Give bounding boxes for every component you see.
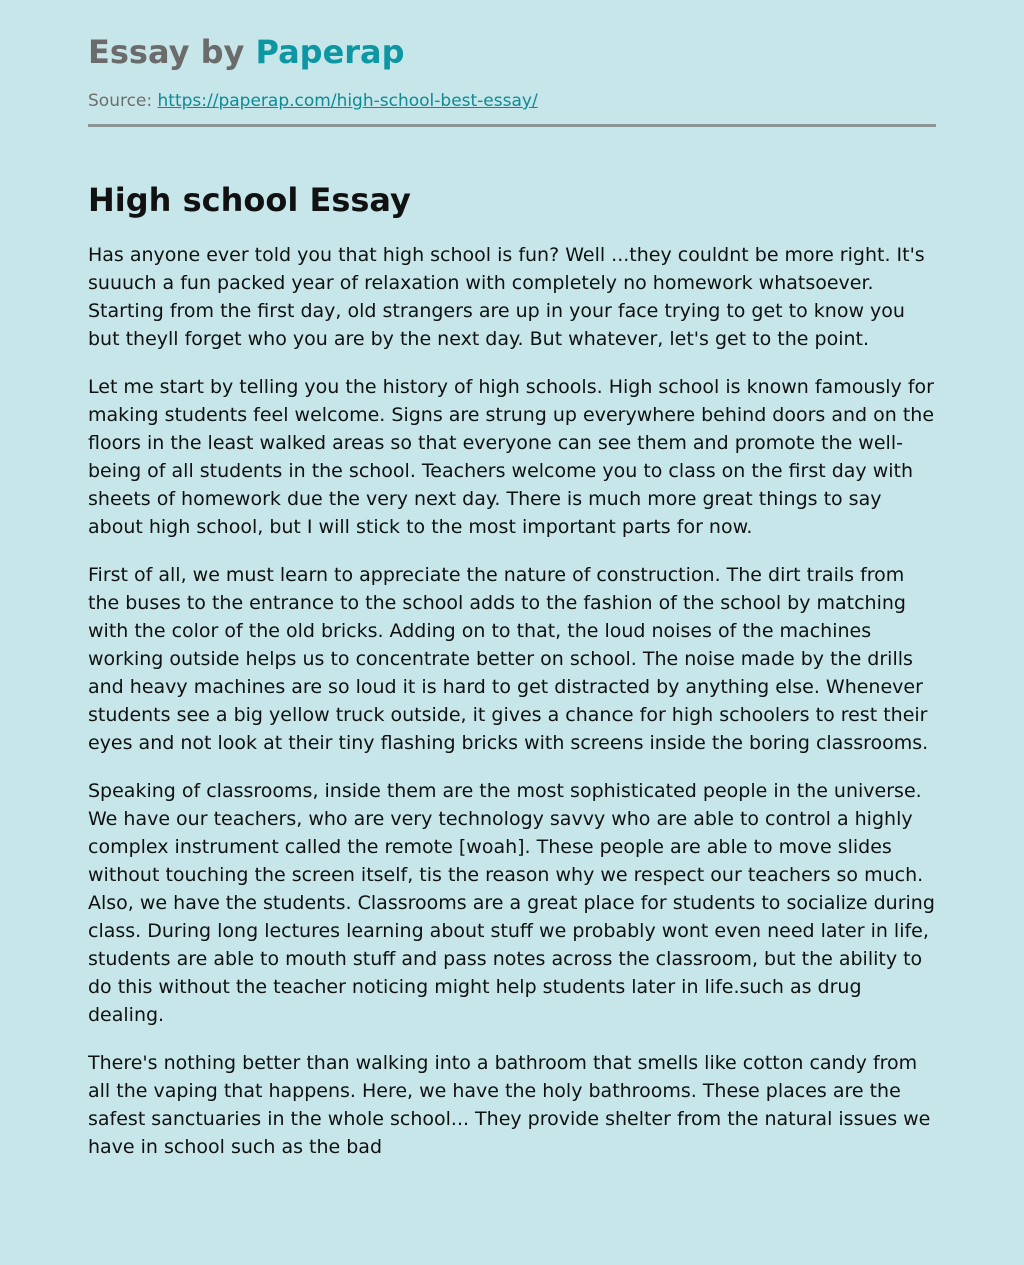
essay-paragraph: There's nothing better than walking into a bathroom that smells like cotton candy from all the vaping that happens. Here, we have the holy bathrooms. These places are the safest sanctuaries in the whole school... They provide shelter from the natural issues we have in school such as the bad (88, 1052, 931, 1158)
essay-body (88, 241, 938, 1181)
essay-paragraph: Speaking of classrooms, inside them are the most sophisticated people in the universe. We have our teachers, who are very technology savvy who are able to control a highly complex instrument called the remote [woah]. These people are able to move slides without touching the screen itself, tis the reason why we respect our teachers so much. Also, we have the students. Classrooms are a great place for students to socialize during class. During long lectures learning about stuff we probably wont even need later in life, students are able to mouth stuff and pass notes across the classroom, but the ability to do this without the teacher noticing might help students later in life.such as drug dealing. (88, 780, 935, 1026)
essay-paragraph: Has anyone ever told you that high school is fun? Well ...they couldnt be more right. It's suuuch a fun packed year of relaxation with completely no homework whatsoever. Starting from the first day, old strangers are up in your face trying to get to know you but theyll forget who you are by the next day. But whatever, let's get to the point. (88, 244, 925, 350)
brand-name[interactable]: Paperap (255, 33, 405, 71)
source-link[interactable]: https://paperap.com/high-school-best-essay/ (157, 91, 538, 111)
source-label: Source: (88, 91, 153, 111)
header (88, 30, 936, 112)
brand-prefix: Essay by (88, 33, 256, 71)
essay-title: High school Essay (88, 181, 411, 219)
source-line (88, 90, 936, 112)
essay-paragraph: Let me start by telling you the history of high schools. High school is known famously for making students feel welcome. Signs are strung up everywhere behind doors and on the floors in the least walked areas so that everyone can see them and promote the well-being of all students in the school. Teachers welcome you to class on the first day with sheets of homework due the very next day. There is much more great things to say about high school, but I will stick to the most important parts for now. (88, 376, 935, 538)
essay-paragraph: First of all, we must learn to appreciate the nature of construction. The dirt trails from the buses to the entrance to the school adds to the fashion of the school by matching with the color of the old bricks. Adding on to that, the loud noises of the machines working outside helps us to concentrate better on school. The noise made by the drills and heavy machines are so loud it is hard to get distracted by anything else. Whenever students see a big yellow truck outside, it gives a chance for high schoolers to rest their eyes and not look at their tiny flashing bricks with screens inside the boring classrooms. (88, 564, 929, 754)
brand-title (88, 30, 936, 74)
header-divider (88, 124, 936, 127)
